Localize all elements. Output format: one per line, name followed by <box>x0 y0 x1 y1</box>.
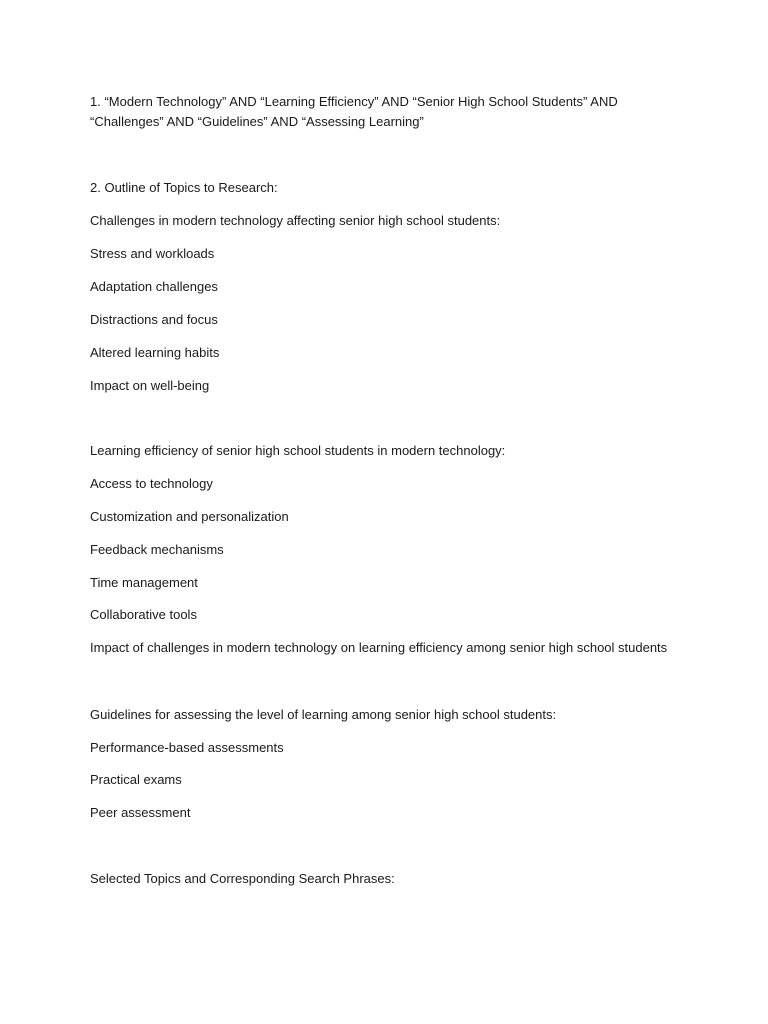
list-item: Impact on well-being <box>90 378 210 393</box>
list-item: Customization and personalization <box>90 509 289 524</box>
list-item: Stress and workloads <box>90 246 215 261</box>
list-item: Practical exams <box>90 772 182 787</box>
outline-heading: 2. Outline of Topics to Research: <box>90 180 278 195</box>
section-heading-learning-efficiency: Learning efficiency of senior high school students in modern technology: <box>90 443 506 458</box>
list-item: Time management <box>90 575 198 590</box>
list-item: Access to technology <box>90 476 213 491</box>
section-heading-challenges: Challenges in modern technology affecting senior high school students: <box>90 213 501 228</box>
list-item: Collaborative tools <box>90 607 197 622</box>
selected-topics-heading: Selected Topics and Corresponding Search Phrases: <box>90 871 395 886</box>
list-item: Feedback mechanisms <box>90 542 224 557</box>
section-heading-guidelines: Guidelines for assessing the level of learning among senior high school students: <box>90 707 557 722</box>
search-query-line-1: 1. “Modern Technology” AND “Learning Efficiency” AND “Senior High School Students” AND <box>90 94 618 109</box>
list-item: Adaptation challenges <box>90 279 218 294</box>
list-item: Performance-based assessments <box>90 740 284 755</box>
list-item: Altered learning habits <box>90 345 220 360</box>
search-query-line-2: “Challenges” AND “Guidelines” AND “Assessing Learning” <box>90 114 424 129</box>
list-item: Peer assessment <box>90 805 191 820</box>
list-item: Distractions and focus <box>90 312 218 327</box>
list-item: Impact of challenges in modern technology on learning efficiency among senior high school students <box>90 640 668 655</box>
